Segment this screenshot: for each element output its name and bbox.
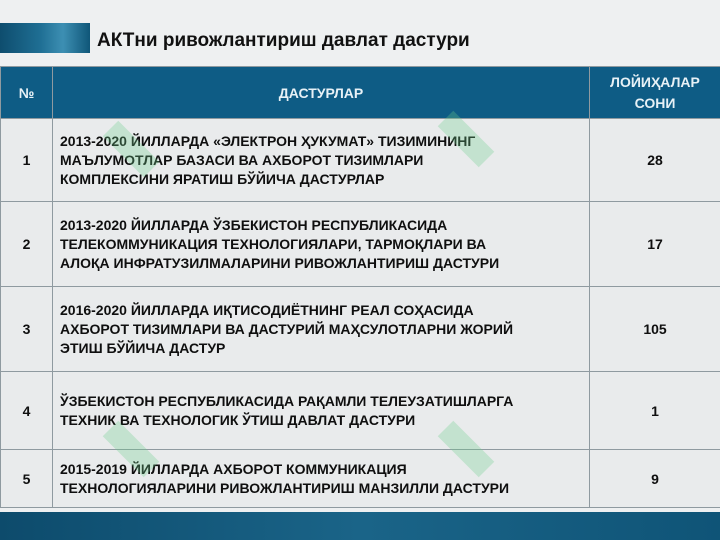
table-row <box>1 119 720 202</box>
program-line: АЛОҚА ИНФРАТУЗИЛМАЛАРИНИ РИВОЖЛАНТИРИШ ДАСТУРИ <box>60 254 500 271</box>
page-title: АКТни ривожлантириш давлат дастури <box>97 30 470 51</box>
table-header-row <box>1 67 720 119</box>
table-row <box>1 450 720 508</box>
program-line: ТЕХНИК ВА ТЕХНОЛОГИК ЎТИШ ДАВЛАТ ДАСТУРИ <box>60 411 416 428</box>
row-number: 4 <box>1 372 53 450</box>
table-row <box>1 287 720 372</box>
logo-banner <box>0 23 90 53</box>
table-row <box>1 372 720 450</box>
project-count: 9 <box>590 450 720 508</box>
header-num: № <box>1 67 53 119</box>
program-title <box>53 202 590 287</box>
program-line: ЭТИШ БЎЙИЧА ДАСТУР <box>60 339 226 356</box>
row-number: 3 <box>1 287 53 372</box>
program-line: ЎЗБЕКИСТОН РЕСПУБЛИКАСИДА РАҚАМЛИ ТЕЛЕУЗАТИШЛАРГА <box>60 392 514 409</box>
program-title <box>53 372 590 450</box>
header-count-line: ЛОЙИҲАЛАР <box>610 73 700 90</box>
project-count: 28 <box>590 119 720 202</box>
project-count: 105 <box>590 287 720 372</box>
program-title <box>53 450 590 508</box>
program-line: 2016-2020 ЙИЛЛАРДА ИҚТИСОДИЁТНИНГ РЕАЛ СОҲАСИДА <box>60 301 474 318</box>
row-number: 2 <box>1 202 53 287</box>
program-title <box>53 287 590 372</box>
header-programs: ДАСТУРЛАР <box>53 67 590 119</box>
footer-bar <box>0 512 720 540</box>
program-line: МАЪЛУМОТЛАР БАЗАСИ ВА АХБОРОТ ТИЗИМЛАРИ <box>60 151 424 168</box>
program-line: 2013-2020 ЙИЛЛАРДА «ЭЛЕКТРОН ҲУКУМАТ» ТИЗИМИНИНГ <box>60 132 476 149</box>
program-line: 2013-2020 ЙИЛЛАРДА ЎЗБЕКИСТОН РЕСПУБЛИКАСИДА <box>60 216 448 233</box>
table-row <box>1 202 720 287</box>
row-number: 5 <box>1 450 53 508</box>
header-count-line: СОНИ <box>634 94 676 111</box>
program-title <box>53 119 590 202</box>
project-count: 17 <box>590 202 720 287</box>
program-line: ТЕЛЕКОММУНИКАЦИЯ ТЕХНОЛОГИЯЛАРИ, ТАРМОҚЛАРИ ВА <box>60 235 487 252</box>
program-line: АХБОРОТ ТИЗИМЛАРИ ВА ДАСТУРИЙ МАҲСУЛОТЛАРНИ ЖОРИЙ <box>60 320 514 337</box>
project-count: 1 <box>590 372 720 450</box>
row-number: 1 <box>1 119 53 202</box>
program-line: КОМПЛЕКСИНИ ЯРАТИШ БЎЙИЧА ДАСТУРЛАР <box>60 170 385 187</box>
header-project-count <box>590 67 720 119</box>
program-line: 2015-2019 ЙИЛЛАРДА АХБОРОТ КОММУНИКАЦИЯ <box>60 460 407 477</box>
program-line: ТЕХНОЛОГИЯЛАРИНИ РИВОЖЛАНТИРИШ МАНЗИЛЛИ ДАСТУРИ <box>60 479 510 496</box>
programs-table <box>0 66 720 508</box>
